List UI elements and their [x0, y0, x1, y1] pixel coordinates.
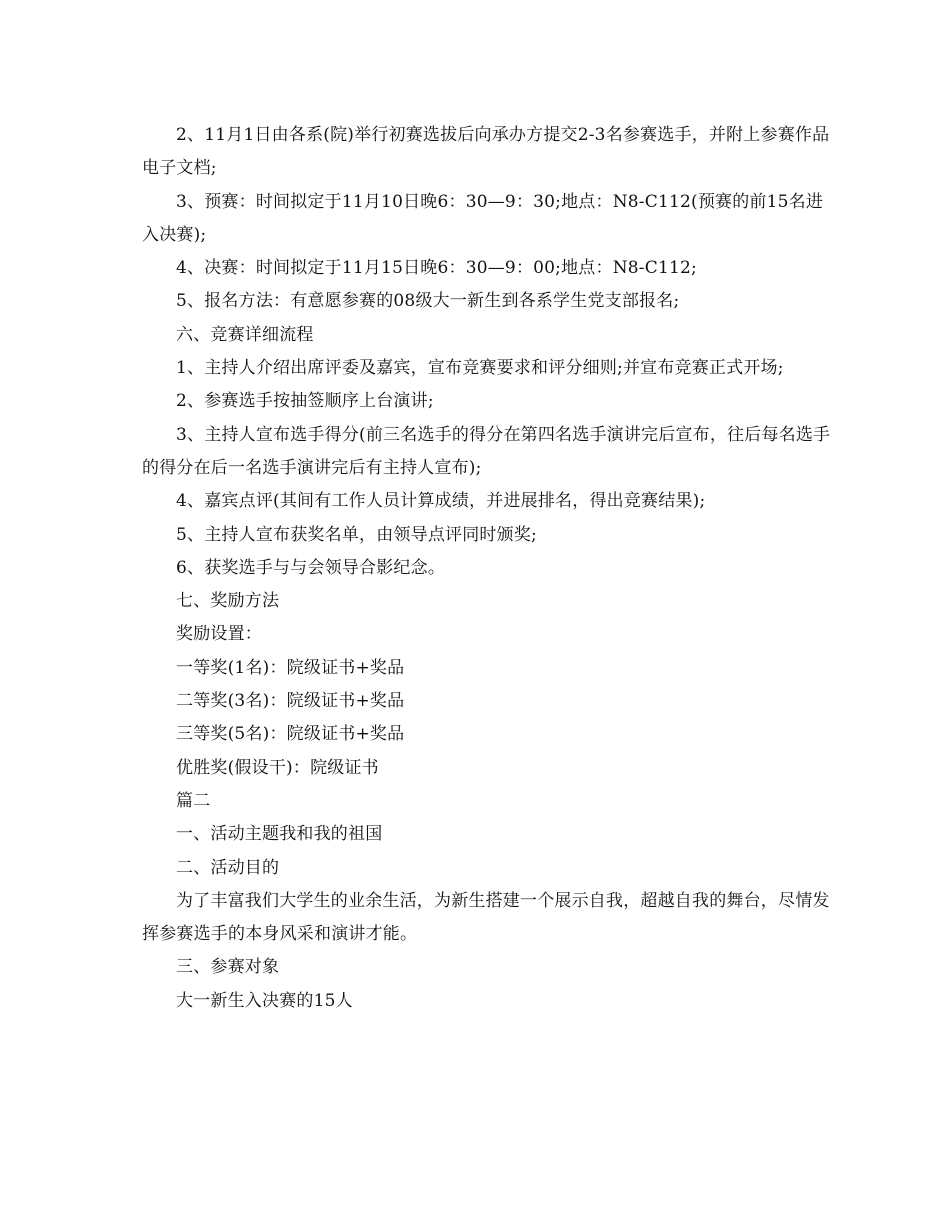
paragraph: 奖励设置：: [176, 624, 262, 645]
award-line: 优胜奖(假设干)：院级证书: [176, 757, 379, 778]
paragraph: 1、主持人介绍出席评委及嘉宾，宣布竞赛要求和评分细则;并宣布竞赛正式开场;: [176, 358, 784, 379]
section-heading: 七、奖励方法: [176, 591, 280, 612]
paragraph: 5、主持人宣布获奖名单，由领导点评同时颁奖;: [176, 524, 537, 545]
paragraph: 大一新生入决赛的15人: [176, 990, 353, 1011]
paragraph: 2、参赛选手按抽签顺序上台演讲;: [176, 391, 434, 412]
award-line: 三等奖(5名)：院级证书+奖品: [176, 724, 405, 745]
section-heading: 一、活动主题我和我的祖国: [176, 824, 383, 845]
paragraph: 4、决赛：时间拟定于11月15日晚6：30—9：00;地点：N8-C112;: [176, 258, 697, 279]
section-heading: 三、参赛对象: [176, 957, 280, 978]
paragraph: 为了丰富我们大学生的业余生活，为新生搭建一个展示自我，超越自我的舞台，尽情发挥参赛选手的本身风采和演讲才能。: [142, 890, 830, 945]
document-body: [142, 119, 832, 1018]
paragraph: 2、11月1日由各系(院)举行初赛选拔后向承办方提交2-3名参赛选手，并附上参赛作品电子文档;: [142, 125, 830, 179]
award-line: 一等奖(1名)：院级证书+奖品: [176, 657, 405, 678]
paragraph: 3、预赛：时间拟定于11月10日晚6：30—9：30;地点：N8-C112(预赛的前15名进入决赛);: [142, 191, 824, 245]
award-line: 二等奖(3名)：院级证书+奖品: [176, 691, 405, 712]
paragraph: 3、主持人宣布选手得分(前三名选手的得分在第四名选手演讲完后宣布，往后每名选手的得分在后一名选手演讲完后有主持人宣布);: [142, 424, 831, 478]
part-heading: 篇二: [176, 790, 211, 811]
section-heading: 二、活动目的: [176, 857, 280, 878]
paragraph: 6、获奖选手与与会领导合影纪念。: [176, 557, 446, 578]
paragraph: 4、嘉宾点评(其间有工作人员计算成绩，并进展排名，得出竞赛结果);: [176, 491, 706, 512]
section-heading: 六、竞赛详细流程: [176, 324, 314, 345]
paragraph: 5、报名方法：有意愿参赛的08级大一新生到各系学生党支部报名;: [176, 291, 680, 312]
